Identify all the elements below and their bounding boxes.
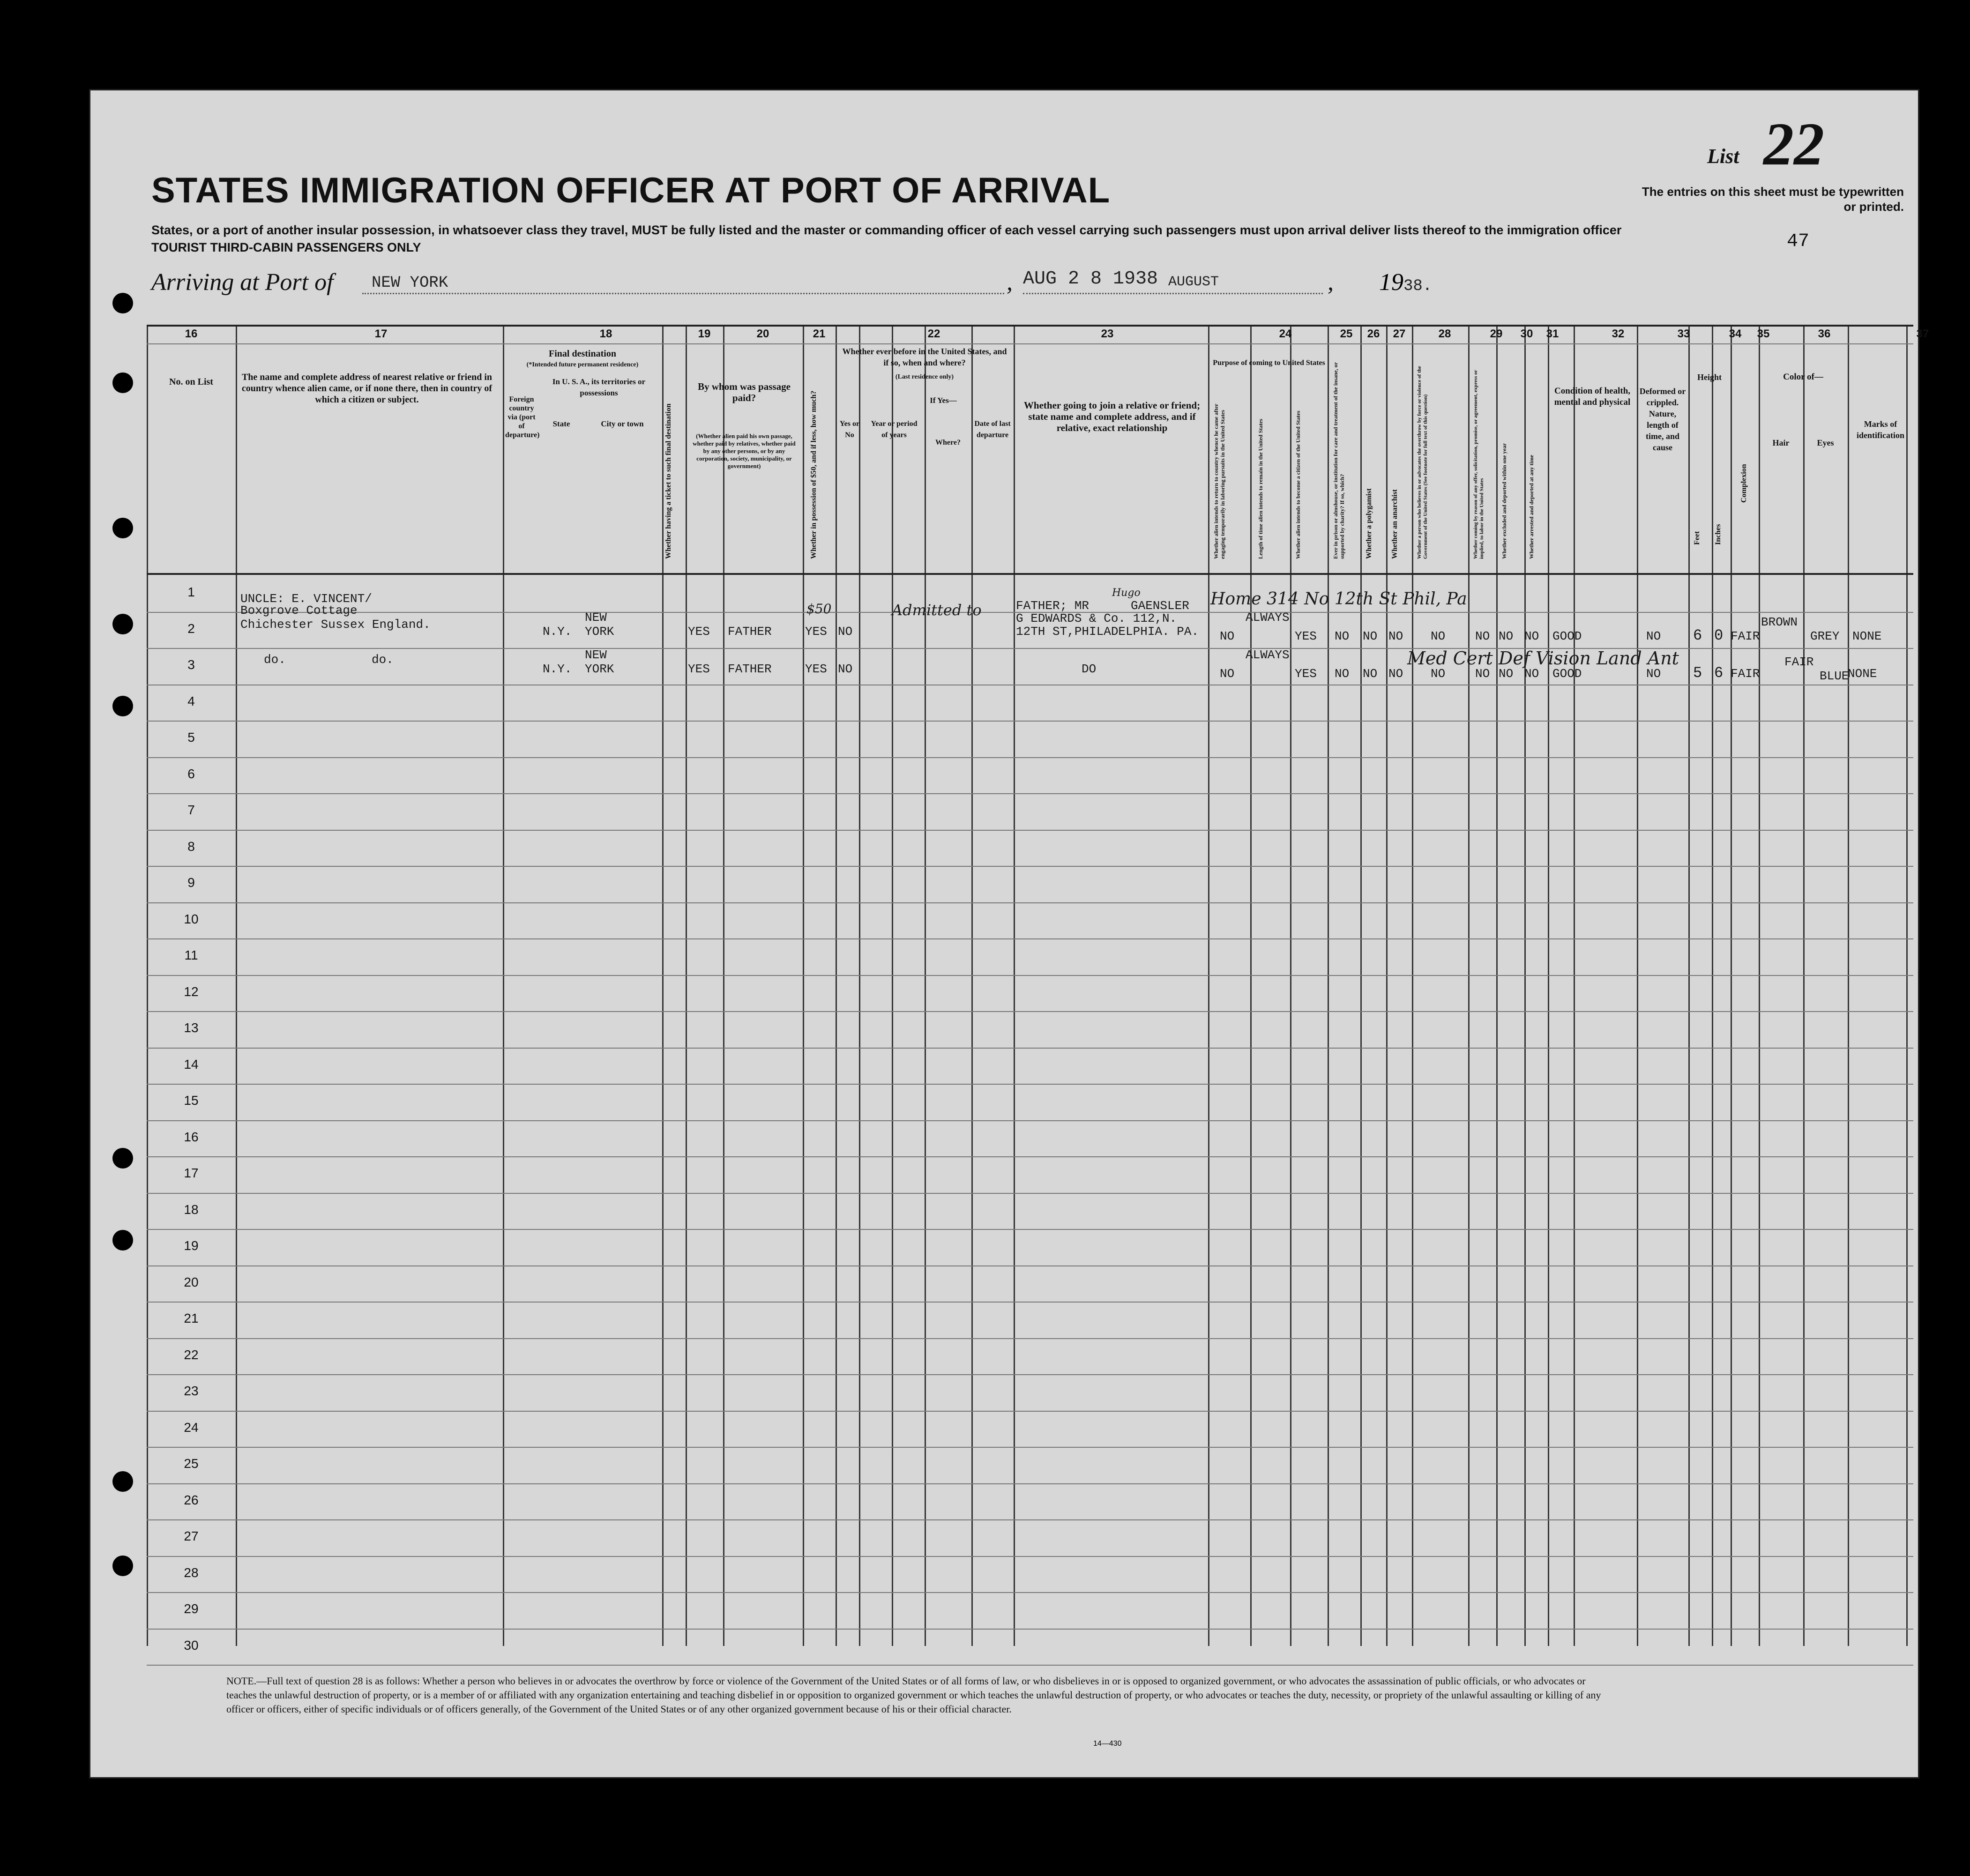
column-divider bbox=[662, 325, 664, 1646]
row-number: 4 bbox=[187, 693, 195, 708]
prison-value: NO bbox=[1335, 629, 1350, 643]
punch-hole bbox=[112, 518, 133, 538]
punch-hole bbox=[112, 696, 133, 716]
header-where: Where? bbox=[935, 439, 961, 447]
header-deported: Whether arrested and deported at any time bbox=[1528, 454, 1535, 559]
purpose-citizen-value: YES bbox=[1295, 667, 1317, 681]
anarchist-value: NO bbox=[1388, 629, 1403, 643]
column-number: 20 bbox=[756, 328, 769, 340]
row-number: 27 bbox=[184, 1529, 199, 1543]
column-divider bbox=[1328, 325, 1329, 1646]
punch-hole bbox=[112, 1471, 133, 1492]
list-number: 22 bbox=[1763, 111, 1824, 178]
height-feet-value: 5 bbox=[1693, 664, 1702, 682]
punch-hole bbox=[112, 372, 133, 393]
column-number: 30 bbox=[1520, 328, 1533, 340]
row-rule bbox=[147, 1048, 1913, 1049]
column-number: 27 bbox=[1393, 328, 1406, 340]
relative-name: do. bbox=[264, 653, 286, 667]
join-relative: DO bbox=[1082, 662, 1097, 676]
join-address: 12TH ST,PHILADELPHIA. PA. bbox=[1016, 625, 1199, 639]
row-rule bbox=[147, 830, 1913, 831]
relative-address: do. bbox=[372, 653, 394, 667]
column-divider bbox=[1386, 325, 1388, 1646]
excluded-value: NO bbox=[1499, 629, 1514, 643]
header-anarchist: Whether an anarchist bbox=[1391, 489, 1399, 559]
row-number: 14 bbox=[184, 1057, 199, 1072]
table-top-border bbox=[147, 325, 1913, 327]
row-rule bbox=[147, 1592, 1913, 1593]
class-note: TOURIST THIRD-CABIN PASSENGERS ONLY bbox=[151, 240, 421, 254]
header-before-sub: (Last residence only) bbox=[895, 373, 954, 380]
page-title: STATES IMMIGRATION OFFICER AT PORT OF ARRIVAL bbox=[151, 171, 1111, 210]
destination-state: N.Y. bbox=[543, 662, 572, 676]
port-value: NEW YORK bbox=[372, 274, 448, 292]
row-number: 15 bbox=[184, 1093, 199, 1108]
header-if-yes: If Yes— bbox=[930, 396, 957, 405]
header-purpose-return: Whether alien intends to return to country whence he came after engaging temporarily in laboring pursuits in the United States bbox=[1213, 403, 1226, 559]
column-number-rule bbox=[147, 343, 1913, 344]
column-number: 31 bbox=[1546, 328, 1559, 340]
header-overthrow: Whether a person who believes in or advocates the overthrow by force or violence of the Government of the United States (See footnote for full text of this question) bbox=[1417, 366, 1428, 559]
row-number: 12 bbox=[184, 984, 199, 999]
column-divider bbox=[1906, 325, 1908, 1646]
column-divider bbox=[1208, 325, 1209, 1646]
eyes-value: GREY bbox=[1810, 629, 1840, 643]
header-final-destination: Final destination bbox=[549, 349, 616, 359]
row-number: 23 bbox=[184, 1384, 199, 1398]
relative-address: Boxgrove Cottage bbox=[240, 603, 358, 618]
column-divider bbox=[1250, 325, 1252, 1646]
row-number: 29 bbox=[184, 1601, 199, 1616]
list-label: List bbox=[1707, 145, 1739, 168]
row-number: 26 bbox=[184, 1492, 199, 1507]
row-rule bbox=[147, 1156, 1913, 1157]
column-number: 32 bbox=[1612, 328, 1625, 340]
height-feet-value: 6 bbox=[1693, 627, 1702, 644]
column-divider bbox=[723, 325, 724, 1646]
column-divider bbox=[1014, 325, 1015, 1646]
column-divider bbox=[836, 325, 837, 1646]
hair-value: BROWN bbox=[1761, 615, 1798, 629]
row-number: 8 bbox=[187, 839, 195, 854]
row-rule bbox=[147, 793, 1913, 794]
header-feet: Feet bbox=[1693, 531, 1701, 545]
column-divider bbox=[1803, 325, 1805, 1646]
subtitle: States, or a port of another insular possession, in whatsoever class they travel, MUST be fully listed and the master or commanding officer of each vessel carrying such passengers must upon arrival deliver lists thereof to the immigration officer bbox=[151, 223, 1622, 237]
header-deformed: Deformed or crippled. Nature, length of time, and cause bbox=[1639, 387, 1686, 452]
header-purpose-length: Length of time alien intends to remain in the United States bbox=[1257, 418, 1264, 559]
anarchist-value: NO bbox=[1388, 667, 1403, 681]
prison-value: NO bbox=[1335, 667, 1350, 681]
header-color-of: Color of— bbox=[1783, 372, 1823, 382]
header-yes-no: Yes or No bbox=[839, 420, 860, 439]
row-number: 22 bbox=[184, 1347, 199, 1362]
header-excluded: Whether excluded and deported within one year bbox=[1501, 443, 1507, 559]
height-inches-value: 0 bbox=[1714, 627, 1724, 644]
relative-address: Chichester Sussex England. bbox=[240, 618, 431, 632]
header-foreign-country: Foreign country via (port of departure) bbox=[505, 395, 540, 439]
header-city: City or town bbox=[601, 419, 644, 428]
instruction-text: The entries on this sheet must be typewritten or printed. bbox=[1642, 185, 1904, 214]
row-number: 13 bbox=[184, 1020, 199, 1035]
column-number: 23 bbox=[1101, 328, 1114, 340]
money-value: YES bbox=[805, 662, 827, 676]
column-number: 25 bbox=[1340, 328, 1353, 340]
column-divider bbox=[1412, 325, 1413, 1646]
row-rule bbox=[147, 1374, 1913, 1375]
stamp-date: AUG 2 8 1938 bbox=[1023, 268, 1158, 290]
purpose-return-value: NO bbox=[1220, 629, 1235, 643]
column-number: 16 bbox=[185, 328, 198, 340]
header-polygamist: Whether a polygamist bbox=[1365, 488, 1373, 559]
destination-city: YORK bbox=[585, 662, 614, 676]
column-divider bbox=[1848, 325, 1849, 1646]
header-inches: Inches bbox=[1714, 524, 1722, 545]
column-divider bbox=[236, 325, 237, 1646]
column-number: 21 bbox=[813, 328, 826, 340]
column-number: 22 bbox=[927, 328, 940, 340]
row-number: 24 bbox=[184, 1420, 199, 1435]
offer-value: NO bbox=[1475, 667, 1490, 681]
hair-value: FAIR bbox=[1784, 655, 1814, 669]
column-divider bbox=[1731, 325, 1732, 1646]
header-year: Year or period of years bbox=[871, 420, 918, 439]
row-rule bbox=[147, 1629, 1913, 1630]
row-number: 30 bbox=[184, 1638, 199, 1653]
header-prison: Ever in prison or almshouse, or institution for care and treatment of the insane, or supported by charity? If so, which? bbox=[1332, 362, 1345, 559]
header-date-departure: Date of last departure bbox=[974, 420, 1011, 439]
deported-value: NO bbox=[1524, 629, 1539, 643]
destination-city: NEW bbox=[585, 648, 607, 662]
marks-value: NONE bbox=[1848, 667, 1877, 681]
row-rule bbox=[147, 902, 1913, 903]
column-number: 29 bbox=[1490, 328, 1503, 340]
column-number: 17 bbox=[374, 328, 388, 340]
column-number: 24 bbox=[1279, 328, 1292, 340]
sheet-number: 47 bbox=[1787, 231, 1810, 252]
column-divider bbox=[1548, 325, 1549, 1646]
row-number: 28 bbox=[184, 1565, 199, 1580]
join-address: G EDWARDS & Co. 112,N. bbox=[1016, 611, 1177, 625]
manifest-sheet bbox=[89, 89, 1929, 1779]
column-number: 26 bbox=[1367, 328, 1380, 340]
polygamist-value: NO bbox=[1363, 667, 1378, 681]
destination-state: N.Y. bbox=[543, 625, 572, 639]
form-code: 14—430 bbox=[1093, 1740, 1122, 1748]
row-number: 17 bbox=[184, 1166, 199, 1180]
footnote: NOTE.—Full text of question 28 is as follows: Whether a person who believes in or advocates the overthrow by force or violence of the Government of the United States or of all forms of law, or who disbelieves in or is opposed to organized government, or who advocates the assassination of public officials, or who advocates or teaches the unlawful destruction of property, or is a member of or affiliated with any organization entertaining and teaching disbelief in or opposition to organized government or which teaches the unlawful destruction of property, or who advocates or teaches the duty, necessity, or propriety of the unlawful assaulting or killing of any officer or officers, either of specific individuals or of officers generally, of the Government of the United States or of any other organized government because of his or their official character. bbox=[226, 1675, 1601, 1715]
row-number: 20 bbox=[184, 1274, 199, 1289]
row-rule bbox=[147, 1302, 1913, 1303]
row-rule bbox=[147, 866, 1913, 867]
row-rule bbox=[147, 1483, 1913, 1484]
header-paid-by: By whom was passage paid? bbox=[698, 381, 791, 403]
header-ticket: Whether having a ticket to such final destination bbox=[664, 403, 672, 559]
header-final-destination-sub: (*Intended future permanent residence) bbox=[526, 361, 639, 368]
row-rule bbox=[147, 1193, 1913, 1194]
marks-value: NONE bbox=[1852, 629, 1882, 643]
join-relative-hand: Hugo bbox=[1112, 587, 1141, 599]
row-number: 7 bbox=[187, 803, 195, 817]
row-number: 25 bbox=[184, 1456, 199, 1471]
paid-by-value: FATHER bbox=[728, 662, 772, 676]
header-relative-address: The name and complete address of nearest relative or friend in country whence alien came, or if none there, then in country of which a citizen or subject. bbox=[241, 372, 492, 405]
header-purpose-citizen: Whether alien intends to become a citizen of the United States bbox=[1295, 410, 1301, 559]
row-number: 1 bbox=[187, 585, 195, 599]
excluded-value: NO bbox=[1499, 667, 1514, 681]
purpose-length-value: ALWAYS bbox=[1246, 648, 1290, 662]
money-value: YES bbox=[805, 625, 827, 639]
column-divider bbox=[1637, 325, 1638, 1646]
row-rule bbox=[147, 1120, 1913, 1121]
row-rule bbox=[147, 1229, 1913, 1230]
header-hair: Hair bbox=[1772, 438, 1790, 447]
ticket-value: YES bbox=[688, 662, 710, 676]
header-height: Height bbox=[1697, 372, 1722, 382]
complexion-value: FAIR bbox=[1731, 667, 1760, 681]
row-rule bbox=[147, 721, 1913, 722]
money-note: $50 bbox=[806, 601, 832, 617]
column-number: 33 bbox=[1677, 328, 1690, 340]
punch-hole bbox=[112, 1230, 133, 1251]
header-state: State bbox=[552, 419, 570, 428]
manifest-table bbox=[147, 325, 1929, 1653]
row-number: 9 bbox=[187, 875, 195, 890]
column-number: 28 bbox=[1438, 328, 1451, 340]
header-purpose: Purpose of coming to United States bbox=[1213, 359, 1325, 367]
purpose-citizen-value: YES bbox=[1295, 629, 1317, 643]
overthrow-value: NO bbox=[1431, 629, 1446, 643]
join-note: Home 314 No 12th St Phil, Pa bbox=[1210, 589, 1467, 609]
header-in-usa: In U. S. A., its territories or possessions bbox=[552, 377, 646, 397]
column-divider bbox=[503, 325, 504, 1646]
header-no-on-list: No. on List bbox=[169, 377, 213, 387]
punch-hole bbox=[112, 293, 133, 313]
column-number: 37 bbox=[1916, 328, 1929, 340]
row-number: 21 bbox=[184, 1311, 199, 1325]
column-divider bbox=[1290, 325, 1291, 1646]
year-suffix: 38. bbox=[1403, 277, 1433, 295]
join-relative: GAENSLER bbox=[1131, 599, 1189, 613]
punch-hole bbox=[112, 1148, 133, 1169]
column-divider bbox=[1468, 325, 1470, 1646]
row-rule bbox=[147, 1447, 1913, 1448]
row-number: 6 bbox=[187, 766, 195, 781]
admitted-note: Admitted to bbox=[892, 601, 982, 619]
offer-value: NO bbox=[1475, 629, 1490, 643]
before-in-us-value: NO bbox=[838, 662, 853, 676]
column-divider bbox=[1712, 325, 1713, 1646]
before-in-us-value: NO bbox=[838, 625, 853, 639]
complexion-value: FAIR bbox=[1731, 629, 1760, 643]
join-relative: FATHER; MR bbox=[1016, 599, 1089, 613]
row-number: 18 bbox=[184, 1202, 199, 1217]
row-number: 11 bbox=[184, 948, 198, 962]
header-marks: Marks of identification bbox=[1857, 419, 1904, 440]
row-rule bbox=[147, 1011, 1913, 1012]
overthrow-value: NO bbox=[1431, 667, 1446, 681]
header-bottom-border bbox=[147, 573, 1913, 575]
row-rule bbox=[147, 1338, 1913, 1339]
header-eyes: Eyes bbox=[1817, 438, 1834, 447]
row-rule bbox=[147, 1084, 1913, 1085]
column-number: 36 bbox=[1818, 328, 1831, 340]
column-divider bbox=[925, 325, 926, 1646]
column-number: 19 bbox=[698, 328, 711, 340]
row-rule bbox=[147, 975, 1913, 976]
column-number: 35 bbox=[1757, 328, 1770, 340]
port-line: Arriving at Port of NEW YORK , AUG 2 8 1938 AUGUST , bbox=[151, 268, 1334, 296]
deported-value: NO bbox=[1524, 667, 1539, 681]
row-rule bbox=[147, 1411, 1913, 1412]
header-paid-by-sub: (Whether alien paid his own passage, whether paid by relatives, whether paid by any other persons, or by any corporation, society, municipality, or government) bbox=[693, 432, 796, 469]
row-number: 16 bbox=[184, 1129, 199, 1144]
row-number: 10 bbox=[184, 911, 199, 926]
column-divider bbox=[1360, 325, 1362, 1646]
row-rule bbox=[147, 938, 1913, 939]
punch-hole bbox=[112, 614, 133, 634]
column-divider bbox=[1759, 325, 1760, 1646]
destination-city: YORK bbox=[585, 625, 614, 639]
header-join-relative: Whether going to join a relative or friend; state name and complete address, and if relative, exact relationship bbox=[1023, 400, 1201, 433]
row-rule bbox=[147, 1556, 1913, 1557]
paid-by-value: FATHER bbox=[728, 625, 772, 639]
column-divider bbox=[1688, 325, 1690, 1646]
row-rule bbox=[147, 757, 1913, 758]
deformed-value: NO bbox=[1646, 667, 1661, 681]
eyes-value: BLUE bbox=[1820, 669, 1849, 683]
deformed-value: NO bbox=[1646, 629, 1661, 643]
column-divider bbox=[971, 325, 973, 1646]
punch-hole bbox=[112, 1556, 133, 1576]
relative-name: UNCLE: E. VINCENT/ bbox=[240, 592, 372, 606]
health-value: GOOD bbox=[1552, 629, 1582, 643]
handwritten-note: Med Cert Def Vision Land Ant bbox=[1407, 648, 1679, 669]
month: AUGUST bbox=[1168, 274, 1219, 290]
row-number: 5 bbox=[187, 730, 195, 744]
ticket-value: YES bbox=[688, 625, 710, 639]
row-number: 3 bbox=[187, 657, 195, 672]
height-inches-value: 6 bbox=[1714, 664, 1724, 682]
header-health: Condition of health, mental and physical bbox=[1554, 386, 1631, 407]
column-divider bbox=[686, 325, 687, 1646]
column-divider bbox=[1574, 325, 1575, 1646]
purpose-return-value: NO bbox=[1220, 667, 1235, 681]
header-money: Whether in possession of $50, and if less, how much? bbox=[810, 390, 818, 559]
polygamist-value: NO bbox=[1363, 629, 1378, 643]
purpose-length-value: ALWAYS bbox=[1246, 610, 1290, 625]
column-divider bbox=[892, 325, 893, 1646]
row-rule bbox=[147, 1519, 1913, 1520]
year-prefix: 19 bbox=[1379, 269, 1403, 296]
destination-city: NEW bbox=[585, 610, 607, 625]
column-number: 34 bbox=[1729, 328, 1742, 340]
row-number: 19 bbox=[184, 1238, 199, 1253]
column-divider bbox=[1524, 325, 1526, 1646]
header-before-in-us: Whether ever before in the United States, and if so, when and where? bbox=[842, 347, 1007, 367]
header-complexion: Complexion bbox=[1740, 464, 1748, 503]
port-label: Arriving at Port of bbox=[151, 269, 334, 296]
row-number: 2 bbox=[187, 621, 195, 636]
column-number: 18 bbox=[599, 328, 612, 340]
row-rule bbox=[147, 1665, 1913, 1666]
column-divider bbox=[1496, 325, 1498, 1646]
health-value: GOOD bbox=[1552, 667, 1582, 681]
column-divider bbox=[859, 325, 860, 1646]
header-offer: Whether coming by reason of any offer, solicitation, promise, or agreement, express or implied, to labor in the United States bbox=[1473, 370, 1485, 559]
column-divider bbox=[803, 325, 804, 1646]
